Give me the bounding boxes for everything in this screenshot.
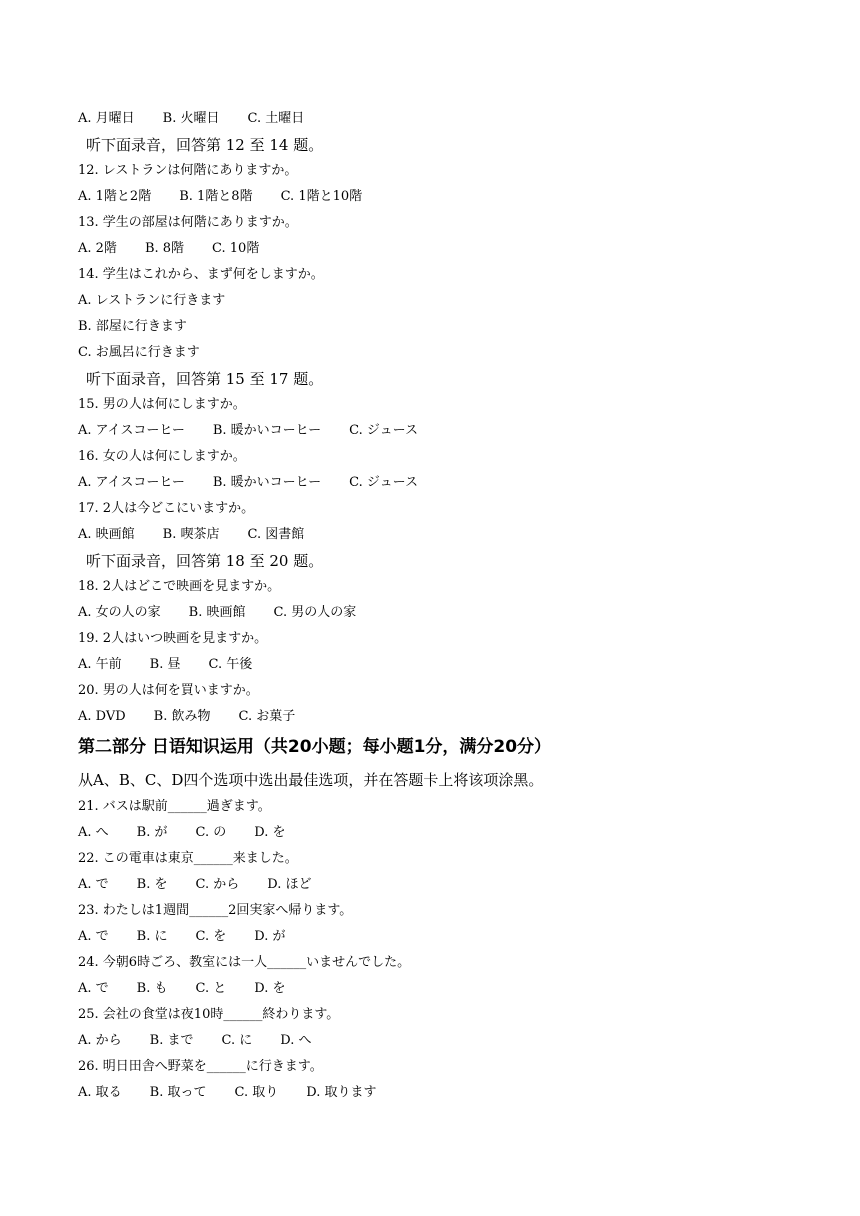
answer-options [78, 188, 362, 206]
answer-options [78, 422, 418, 440]
answer-options [78, 240, 259, 258]
answer-option: A. 月曜日 [78, 111, 135, 126]
answer-option: D. 取ります [306, 1085, 377, 1100]
answer-option: C. 図書館 [247, 527, 305, 542]
answer-option: C. 取り [234, 1085, 279, 1100]
answer-option: C. ジュース [349, 475, 418, 490]
answer-options [78, 876, 311, 894]
answer-option: B. 喫茶店 [162, 527, 220, 542]
question-line: 22. この電車は東京______来ました。 [78, 851, 298, 866]
answer-option: D. へ [280, 1033, 312, 1048]
answer-option: B. を [136, 877, 168, 892]
answer-options [78, 980, 285, 998]
answer-option: C. 1階と10階 [280, 189, 363, 204]
answer-option: D. を [254, 981, 286, 996]
question-line: A. レストランに行きます [78, 293, 226, 308]
question-line: 12. レストランは何階にありますか。 [78, 163, 298, 178]
answer-option: D. を [254, 825, 286, 840]
question-line: 17. 2人は今どこにいますか。 [78, 501, 255, 516]
question-line: 16. 女の人は何にしますか。 [78, 449, 246, 464]
answer-option: B. 暖かいコーヒー [212, 475, 322, 490]
answer-option: C. に [221, 1033, 253, 1048]
answer-option: B. に [136, 929, 168, 944]
answer-option: B. 1階と8階 [179, 189, 253, 204]
answer-option: C. お菓子 [238, 709, 296, 724]
listening-instruction: 听下面录音，回答第 18 至 20 题。 [86, 552, 324, 570]
answer-option: B. 飲み物 [153, 709, 211, 724]
answer-option: A. 1階と2階 [78, 189, 152, 204]
answer-option: A. 映画館 [78, 527, 135, 542]
answer-options [78, 928, 285, 946]
listening-instruction: 听下面录音，回答第 15 至 17 题。 [86, 370, 324, 388]
question-line: 18. 2人はどこで映画を見ますか。 [78, 579, 281, 594]
answer-option: B. 火曜日 [162, 111, 220, 126]
answer-option: A. で [78, 877, 109, 892]
answer-option: B. 取って [149, 1085, 207, 1100]
answer-option: A. 取る [78, 1085, 122, 1100]
question-line: 14. 学生はこれから、まず何をしますか。 [78, 267, 324, 282]
answer-option: C. を [195, 929, 227, 944]
answer-option: A. で [78, 981, 109, 996]
answer-options [78, 474, 418, 492]
answer-option: D. が [254, 929, 286, 944]
question-line: 19. 2人はいつ映画を見ますか。 [78, 631, 268, 646]
answer-option: A. から [78, 1033, 122, 1048]
listening-instruction: 听下面录音，回答第 12 至 14 题。 [86, 136, 324, 154]
section-2-heading: 第二部分 日语知识运用（共20小题；每小题1分，满分20分） [78, 737, 552, 757]
answer-option: C. 10階 [212, 241, 260, 256]
answer-option: B. が [136, 825, 168, 840]
answer-options [78, 824, 285, 842]
answer-option: C. から [195, 877, 240, 892]
question-line: 20. 男の人は何を買いますか。 [78, 683, 259, 698]
answer-option: C. 土曜日 [247, 111, 305, 126]
answer-option: B. 昼 [149, 657, 181, 672]
answer-option: A. 午前 [78, 657, 122, 672]
answer-option: B. 8階 [144, 241, 185, 256]
answer-options [78, 708, 295, 726]
question-line: C. お風呂に行きます [78, 345, 200, 360]
question-line: 13. 学生の部屋は何階にありますか。 [78, 215, 298, 230]
question-line: 25. 会社の食堂は夜10時______終わります。 [78, 1007, 340, 1022]
answer-option: B. 暖かいコーヒー [212, 423, 322, 438]
question-line: 15. 男の人は何にしますか。 [78, 397, 246, 412]
answer-option: A. アイスコーヒー [78, 475, 185, 490]
question-line: 23. わたしは1週間______2回実家へ帰ります。 [78, 903, 353, 918]
question-line: 24. 今朝6時ごろ、教室には一人______いませんでした。 [78, 955, 411, 970]
answer-option: B. 映画館 [188, 605, 246, 620]
answer-option: B. まで [149, 1033, 194, 1048]
answer-option: D. ほど [267, 877, 312, 892]
question-line: 26. 明日田舎へ野菜を______に行きます。 [78, 1059, 323, 1074]
answer-options [78, 110, 304, 128]
answer-option: A. DVD [78, 709, 126, 724]
section-2-directions: 从A、B、C、D四个选项中选出最佳选项，并在答题卡上将该项涂黑。 [78, 771, 544, 789]
answer-options [78, 604, 356, 622]
answer-option: A. アイスコーヒー [78, 423, 185, 438]
answer-option: B. も [136, 981, 168, 996]
answer-options [78, 1032, 311, 1050]
answer-option: A. 女の人の家 [78, 605, 161, 620]
answer-option: C. の [195, 825, 227, 840]
answer-options [78, 526, 304, 544]
answer-options [78, 656, 252, 674]
answer-option: C. と [195, 981, 227, 996]
answer-option: C. 男の人の家 [273, 605, 357, 620]
answer-option: C. ジュース [349, 423, 418, 438]
answer-option: A. で [78, 929, 109, 944]
answer-option: A. へ [78, 825, 109, 840]
answer-option: A. 2階 [78, 241, 117, 256]
answer-option: C. 午後 [208, 657, 253, 672]
question-line: 21. バスは駅前______過ぎます。 [78, 799, 271, 814]
question-line: B. 部屋に行きます [78, 319, 187, 334]
answer-options [78, 1084, 376, 1102]
